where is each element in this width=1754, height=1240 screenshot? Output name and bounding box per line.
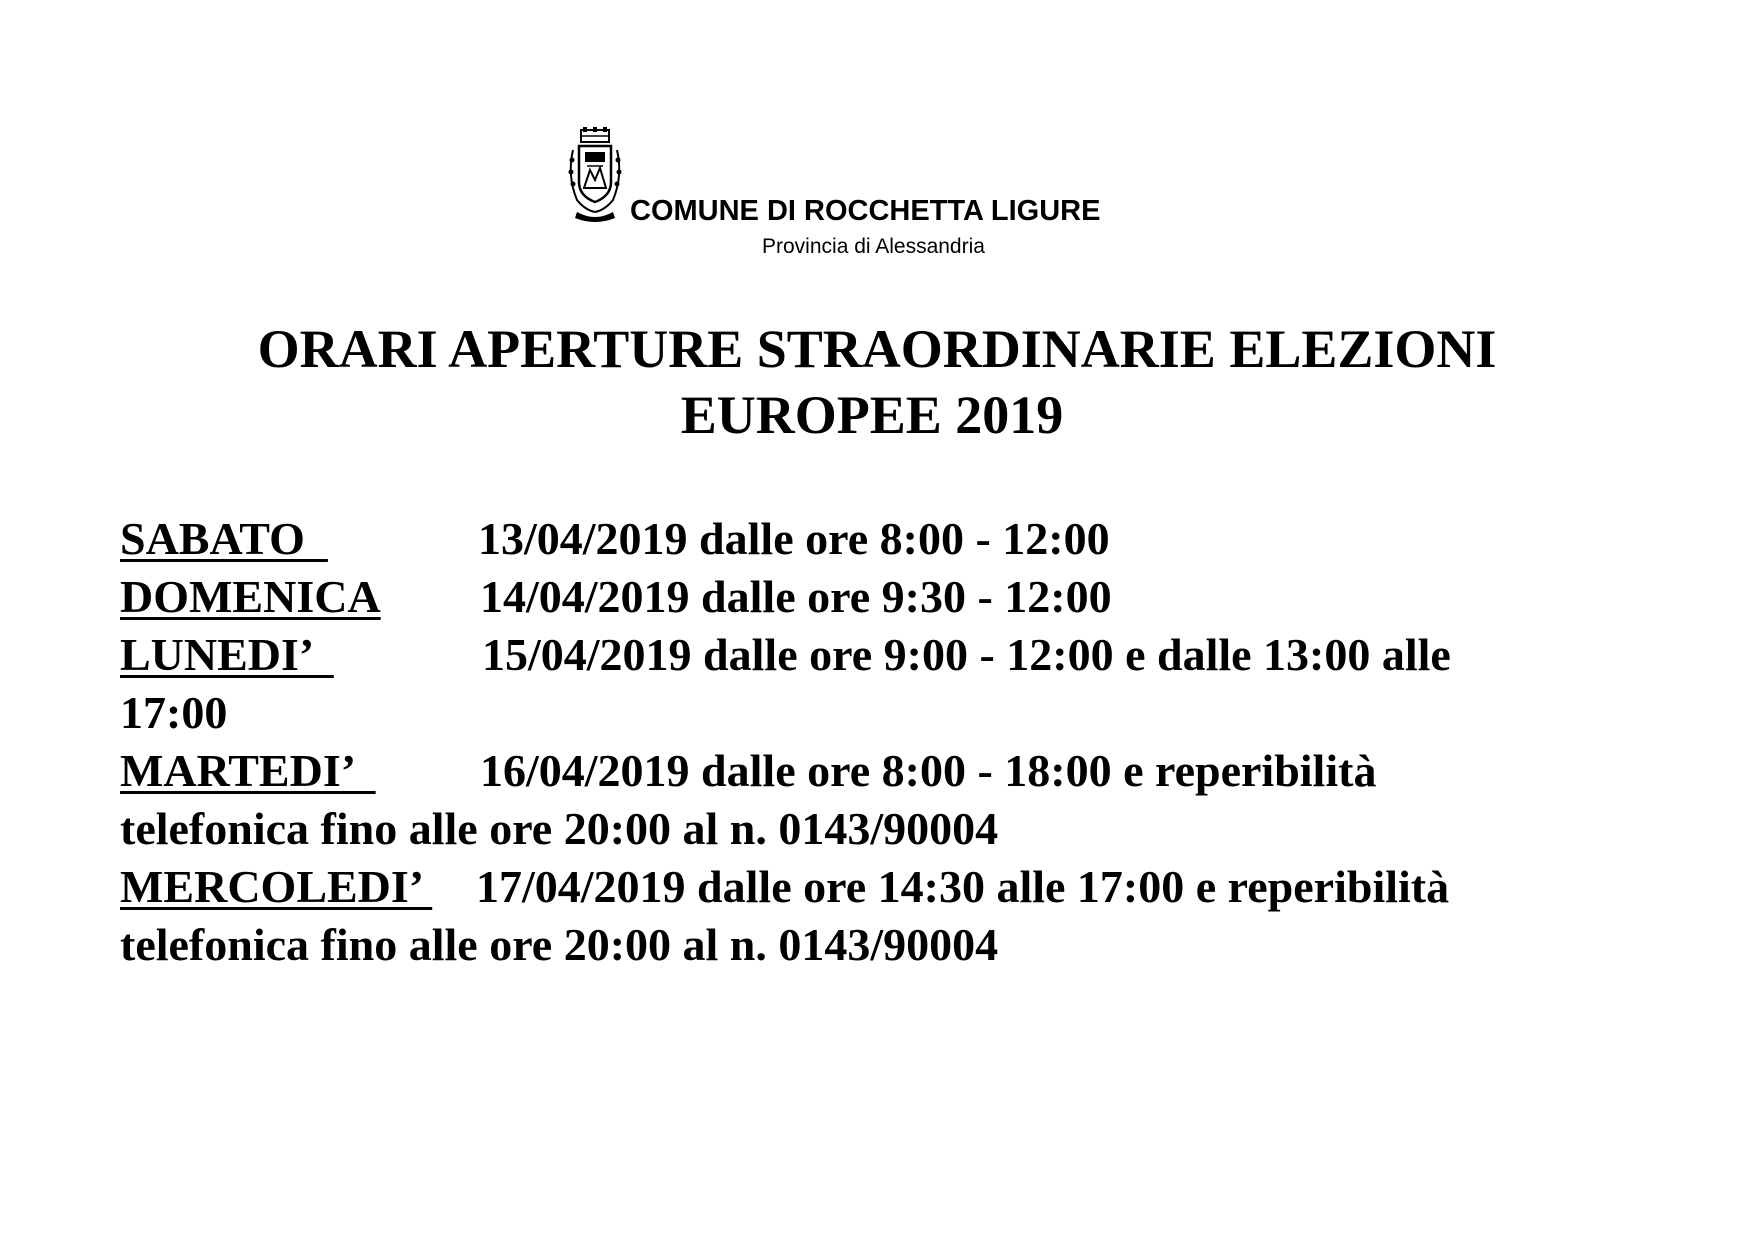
schedule-hours-continuation: telefonica fino alle ore 20:00 al n. 0143/90004	[120, 919, 999, 970]
schedule-hours: 14/04/2019 dalle ore 9:30 - 12:00	[480, 571, 1112, 622]
schedule-hours-continuation: telefonica fino alle ore 20:00 al n. 0143/90004	[120, 803, 999, 854]
schedule-hours-continuation: 17:00	[120, 687, 228, 738]
schedule-hours: 13/04/2019 dalle ore 8:00 - 12:00	[478, 513, 1110, 564]
page-title-line-2: EUROPEE 2019	[680, 385, 1064, 445]
schedule-day-label: LUNEDI’	[120, 629, 334, 680]
schedule-hours: 16/04/2019 dalle ore 8:00 - 18:00 e reperibilità	[480, 745, 1377, 796]
schedule-hours: 15/04/2019 dalle ore 9:00 - 12:00 e dalle 13:00 alle	[482, 629, 1451, 680]
schedule-day-label: MARTEDI’	[120, 745, 376, 796]
municipal-coat-of-arms-icon	[563, 126, 627, 226]
province-name: Provincia di Alessandria	[762, 235, 985, 258]
schedule-entry-saturday	[120, 510, 1640, 568]
schedule-entry-tuesday	[120, 742, 1640, 800]
schedule-hours: 17/04/2019 dalle ore 14:30 alle 17:00 e reperibilità	[476, 861, 1450, 912]
schedule-entry-monday-continuation	[120, 684, 1640, 742]
schedule-entry-wednesday-continuation	[120, 916, 1640, 974]
schedule-day-label: SABATO	[120, 513, 328, 564]
schedule-entry-sunday	[120, 568, 1640, 626]
municipality-name: COMUNE DI ROCCHETTA LIGURE	[630, 195, 1101, 227]
opening-schedule	[120, 510, 1640, 974]
page-title-line-1: ORARI APERTURE STRAORDINARIE ELEZIONI	[257, 319, 1497, 379]
schedule-entry-tuesday-continuation	[120, 800, 1640, 858]
schedule-entry-monday	[120, 626, 1640, 684]
schedule-entry-wednesday	[120, 858, 1640, 916]
schedule-day-label: MERCOLEDI’	[120, 861, 433, 912]
schedule-day-label: DOMENICA	[120, 571, 381, 622]
